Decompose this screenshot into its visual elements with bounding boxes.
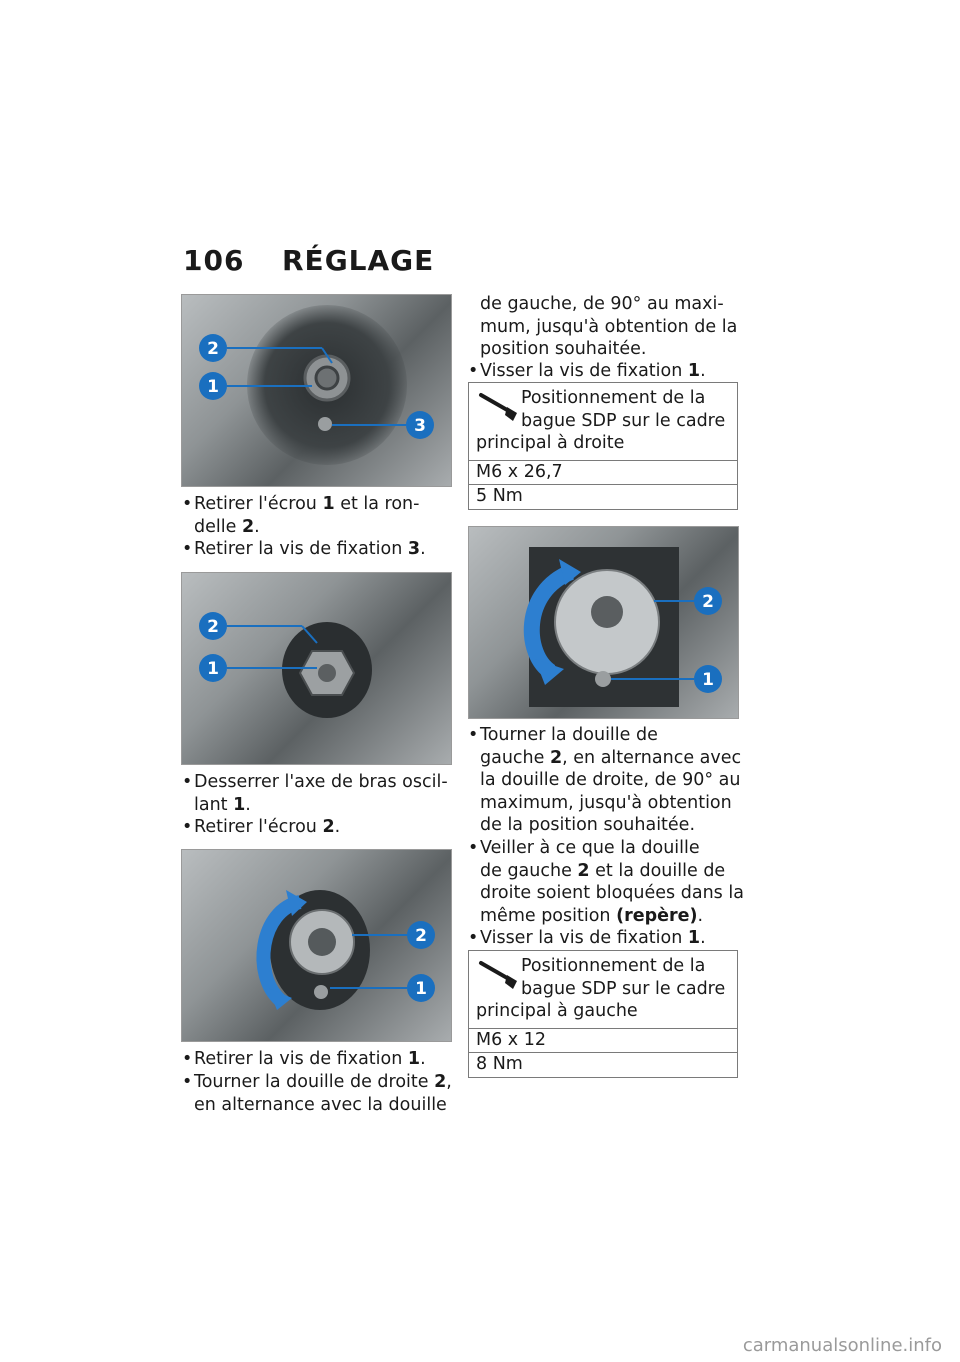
photo4-label-2: 2 [702, 592, 714, 612]
step-remove-nut-2: • Retirer l'écrou 2. [182, 817, 341, 837]
photo-nut-washer-screw [181, 294, 452, 487]
photo4-label-1: 1 [702, 670, 714, 690]
table1-line2: bague SDP sur le cadre [521, 410, 726, 431]
step-remove-screw-1: • Retirer la vis de fixation 1. [182, 1049, 426, 1069]
photo2-callouts [182, 573, 451, 764]
table1-spec: M6 x 26,7 [469, 460, 737, 484]
photo3-label-1: 1 [415, 979, 427, 999]
step-turn-right-bushing: • Tourner la douille de droite 2, en alternance avec la douille [182, 1072, 452, 1115]
photo2-label-1: 1 [207, 659, 219, 679]
torque-table-right [468, 382, 738, 510]
photo1-label-3: 3 [414, 416, 426, 436]
wrench-icon [477, 389, 521, 423]
step-turn-left-bushing: • Tourner la douille de gauche 2, en alternance avec la douille de droite, de 90° au maximum, jusqu'à obtention de la position souhaitée. [468, 725, 742, 835]
photo1-label-1: 1 [207, 377, 219, 397]
photo-swingarm-axle [181, 572, 452, 765]
photo3-callouts [182, 850, 451, 1041]
photo2-label-2: 2 [207, 617, 219, 637]
page-number: 106 [183, 244, 245, 277]
step-remove-nut: • Retirer l'écrou 1 et la ron- delle 2. [182, 494, 420, 537]
table1-line1: Positionnement de la [521, 388, 706, 408]
photo-right-bushing [181, 849, 452, 1042]
step-remove-screw: • Retirer la vis de fixation 3. [182, 539, 426, 559]
table2-line3: principal à gauche [476, 1001, 638, 1021]
photo3-label-2: 2 [415, 926, 427, 946]
step-tighten-screw: • Visser la vis de fixation 1. [468, 361, 706, 381]
step-continuation: de gauche, de 90° au maxi- mum, jusqu'à obtention de la position souhaitée. [480, 294, 738, 359]
photo1-label-2: 2 [207, 339, 219, 359]
page-title: RÉGLAGE [282, 244, 435, 277]
step-loosen-axle: • Desserrer l'axe de bras oscil- lant 1. [182, 772, 448, 815]
wrench-icon [477, 957, 521, 991]
photo4-callouts [469, 527, 738, 718]
table2-spec: M6 x 12 [469, 1028, 737, 1052]
table1-torque: 5 Nm [469, 484, 737, 508]
torque-table-left [468, 950, 738, 1078]
table2-line1: Positionnement de la [521, 956, 706, 976]
watermark: carmanualsonline.info [742, 1335, 942, 1356]
photo1-callouts [182, 295, 451, 486]
table2-line2: bague SDP sur le cadre [521, 978, 726, 999]
photo-left-bushing [468, 526, 739, 719]
step-tighten-screw-2: • Visser la vis de fixation 1. [468, 928, 706, 948]
step-check-bushings: • Veiller à ce que la douille de gauche 2 et la douille de droite soient bloquées dans la même position (repère). [468, 838, 744, 926]
table2-torque: 8 Nm [469, 1052, 737, 1076]
table1-line3: principal à droite [476, 433, 625, 453]
